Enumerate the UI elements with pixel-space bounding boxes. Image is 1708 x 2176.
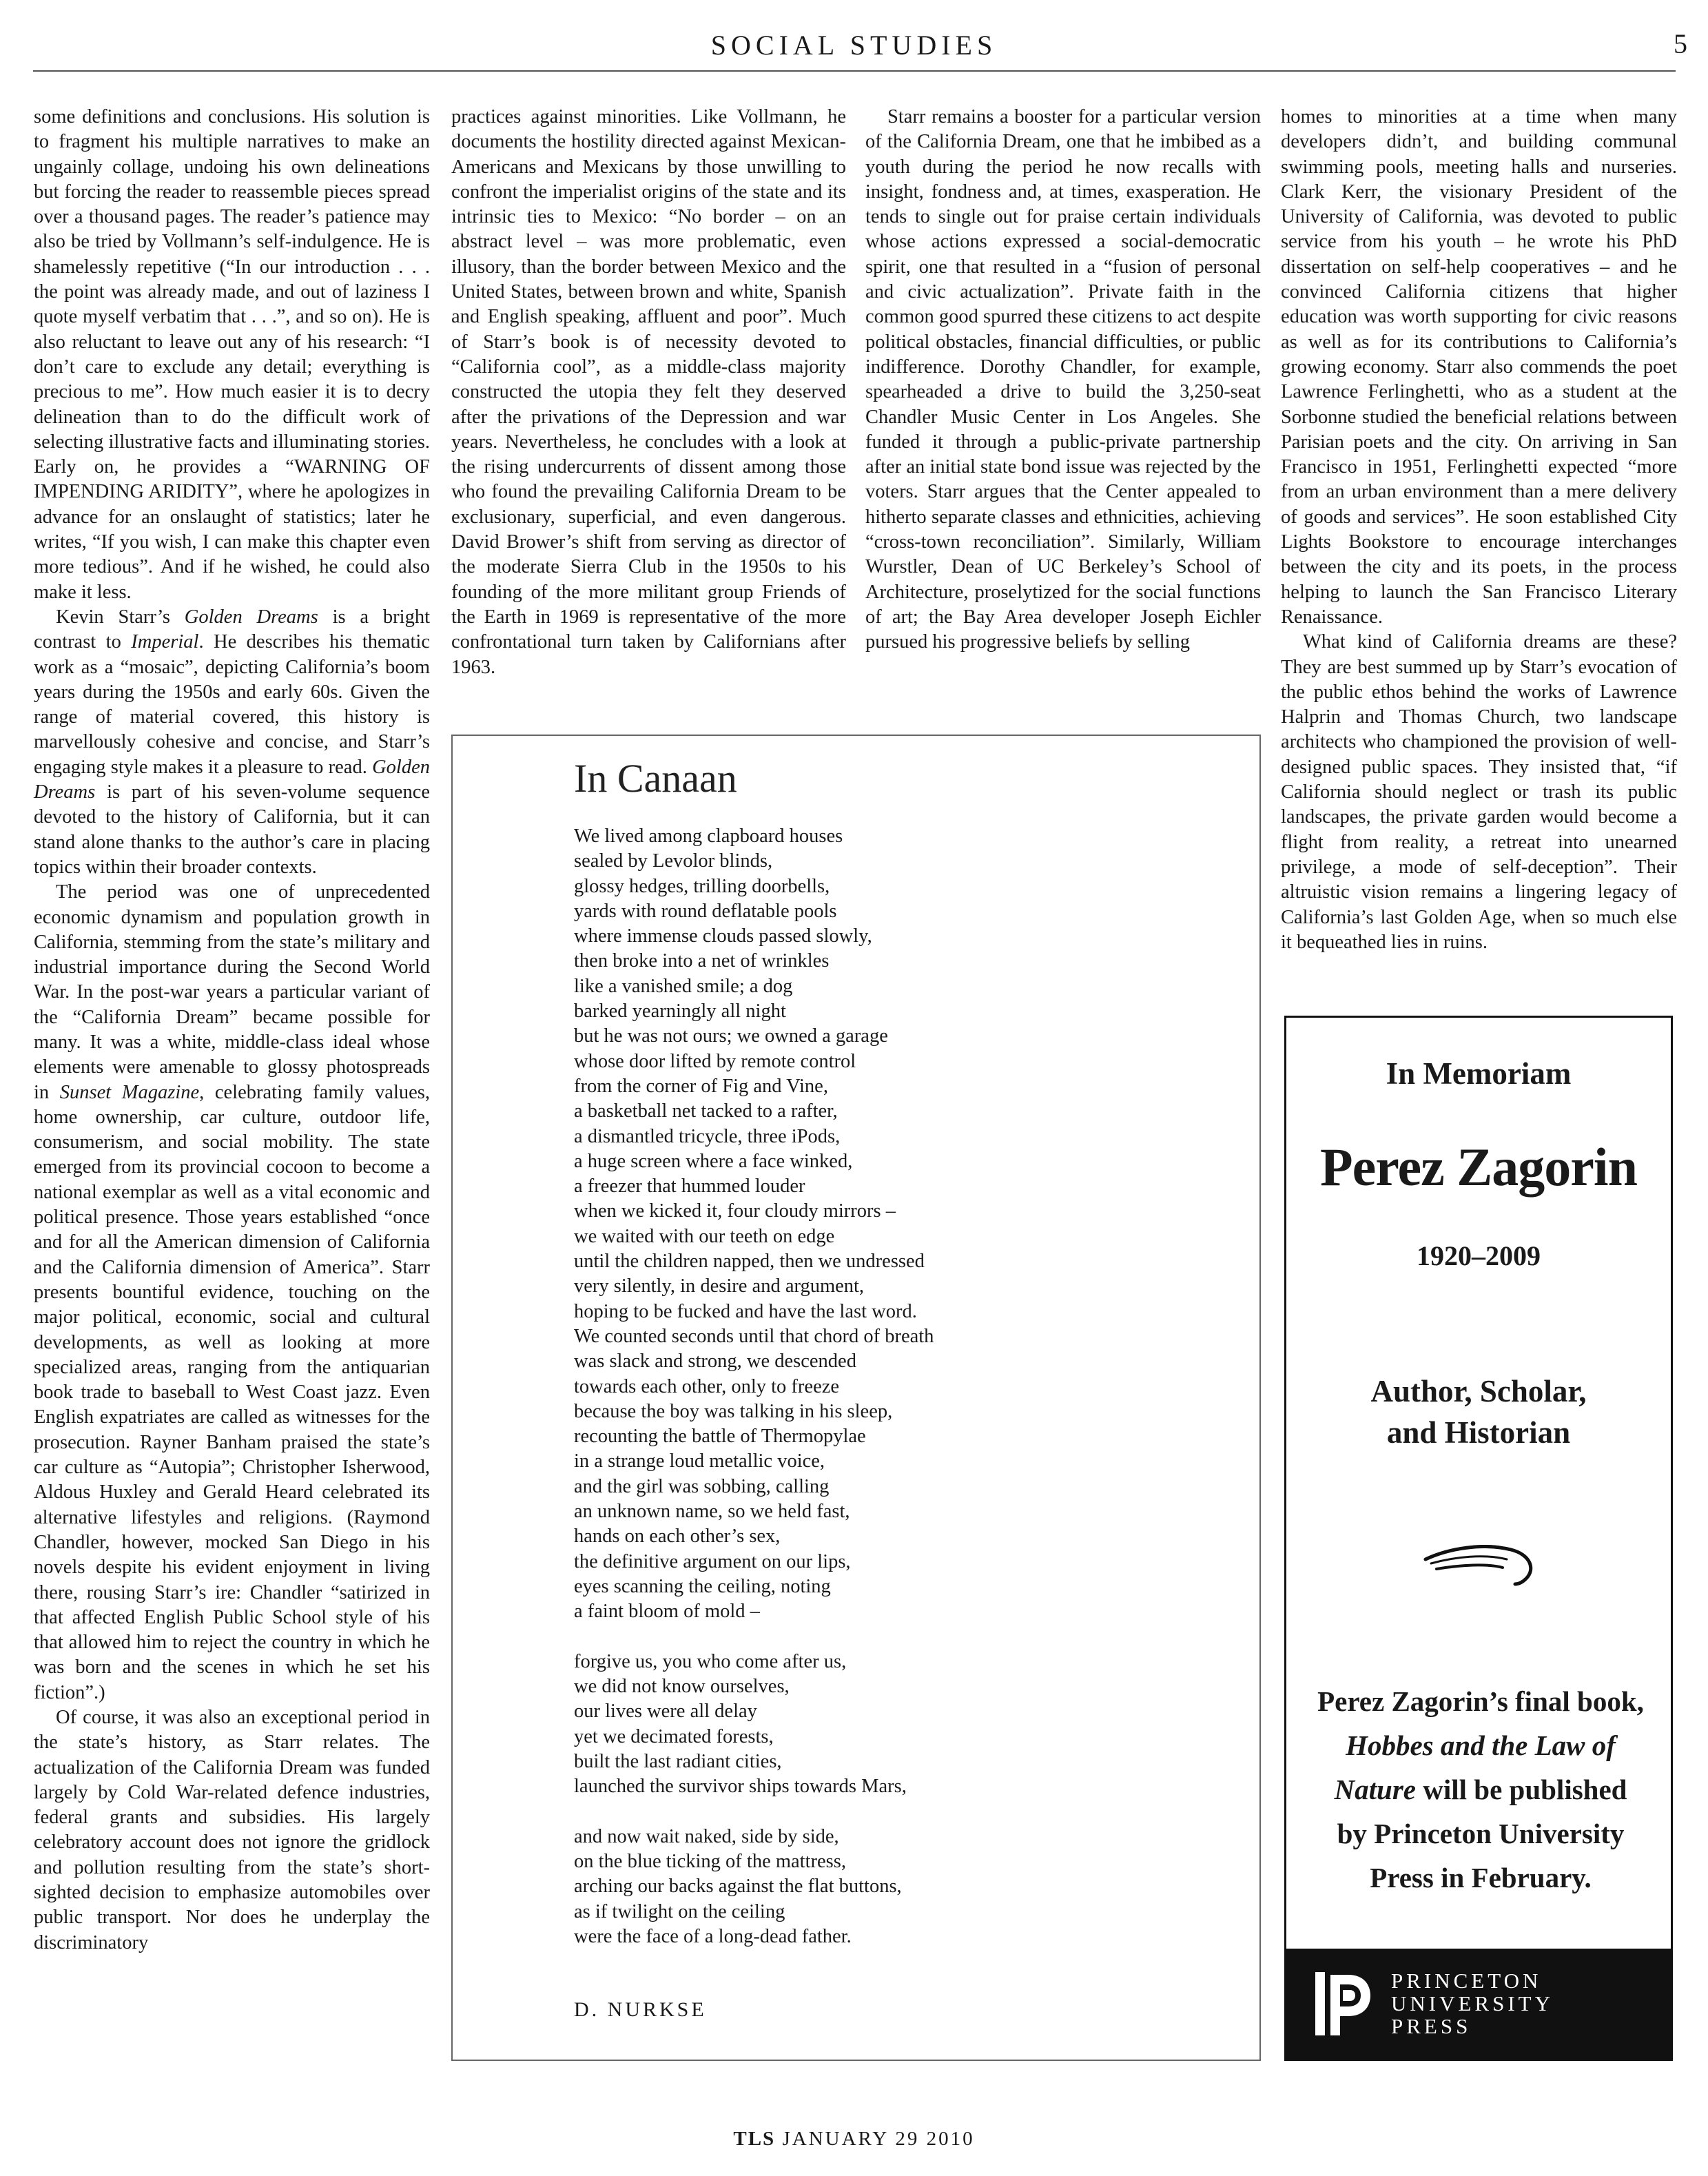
ad-note-line-5: Press in February. <box>1370 1862 1592 1893</box>
ad-name: Perez Zagorin <box>1320 1137 1637 1197</box>
poem-line: glossy hedges, trilling doorbells, <box>574 875 830 897</box>
memoriam-advertisement <box>1284 1016 1673 2061</box>
ad-role-line-1: Author, Scholar, <box>1370 1374 1587 1408</box>
poem-line: where immense clouds passed slowly, <box>574 925 872 947</box>
poem-line: built the last radiant cities, <box>574 1750 782 1772</box>
article-column-3 <box>865 105 1261 655</box>
press-banner <box>1286 1949 1671 2059</box>
ad-note <box>1300 1679 1661 1900</box>
poem-line: were the face of a long-dead father. <box>574 1926 852 1948</box>
article-column-4 <box>1281 105 1677 955</box>
ad-years: 1920–2009 <box>1417 1240 1541 1271</box>
poem-line: a huge screen where a face winked, <box>574 1150 853 1172</box>
poem-line: and now wait naked, side by side, <box>574 1825 839 1847</box>
article-paragraph: The period was one of unprecedented economic dynamism and population growth in California, stemming from the state’s military and industrial importance during the Second World War. In the post-war years a particular variant of the “California Dream” became possible for many. It was a white, middle-class ideal whose elements were amenable to glossy photospreads in Sunset Magazine, celebrating family values, home ownership, car culture, outdoor life, consumerism, and social mobility. The state emerged from its provincial cocoon to become a national exemplar as well as a vital economic and political presence. Those years established “once and for all the American dimension of California and the California dimension of America”. Starr presents bountiful evidence, touching on the major political, economic, social and cultural developments, as well as looking at more specialized areas, ranging from the antiquarian book trade to baseball to West Coast jazz. Even English expatriates are called as witnesses for the prosecution. Rayner Banham praised the state’s car culture as “Autopia”; Christopher Isherwood, Aldous Huxley and Gerald Heard celebrated its alternative lifestyles and religions. (Raymond Chandler, however, mocked San Diego in his novels despite his evident enjoyment in living there, rousing Starr’s ire: Chandler “satirized in that affected English Public School style of his that allowed him to reject the country in which he was born and the scenes in which he set his fiction”.) <box>34 881 430 1703</box>
poem-line: was slack and strong, we descended <box>574 1351 856 1373</box>
poem-line: hands on each other’s sex, <box>574 1526 781 1548</box>
poem-line: then broke into a net of wrinkles <box>574 950 830 972</box>
poem-line: towards each other, only to freeze <box>574 1375 840 1397</box>
poem-line: a dismantled tricycle, three iPods, <box>574 1125 841 1147</box>
ad-heading: In Memoriam <box>1386 1056 1572 1091</box>
poem-line: arching our backs against the flat buttons, <box>574 1876 902 1898</box>
poem-line: the definitive argument on our lips, <box>574 1550 851 1572</box>
poem-line: an unknown name, so we held fast, <box>574 1501 850 1523</box>
poem-line: whose door lifted by remote control <box>574 1050 856 1072</box>
poem-line: a freezer that hummed louder <box>574 1176 805 1198</box>
poem-line: barked yearningly all night <box>574 1000 786 1023</box>
poem-line: a basketball net tacked to a rafter, <box>574 1100 838 1122</box>
article-paragraph: Kevin Starr’s Golden Dreams is a bright contrast to Imperial. He describes his thematic work as a “mosaic”, depicting California’s boom years during the 1950s and early 60s. Given the range of material covered, this history is marvellously cohesive and concise, and Starr’s engaging style makes it a pleasure to read. Golden Dreams is part of his seven-volume sequence devoted to the history of California, but it can stand alone thanks to the author’s care in placing topics within their broader contexts. <box>34 606 430 878</box>
poem-line: until the children napped, then we undressed <box>574 1251 925 1273</box>
publication-name: TLS <box>733 2128 776 2150</box>
ad-role-line-2: and Historian <box>1386 1415 1571 1450</box>
page-footer <box>0 2128 1708 2151</box>
princeton-press-logo-icon <box>1315 1972 1375 2035</box>
ad-role <box>1286 1371 1671 1453</box>
page-number: 5 <box>1674 28 1687 59</box>
article-paragraph: What kind of California dreams are these? They are best summed up by Starr’s evocation of the public ethos behind the works of Lawrence Halprin and Thomas Church, two landscape architects who championed the provision of well-designed public spaces. They insisted that, “if California should neglect or trash its public landscapes, the private garden would become a flight from reality, a retreat into unearned privilege, a mode of self-deception”. Their altruistic vision remains a lingering legacy of California’s last Golden Age, when so much else it bequeathed lies in ruins. <box>1281 631 1677 953</box>
flourish-ornament-icon <box>1421 1536 1539 1591</box>
poem-line: like a vanished smile; a dog <box>574 975 793 997</box>
stanza-break <box>574 1800 934 1825</box>
poem-line: forgive us, you who come after us, <box>574 1650 847 1672</box>
poem-line: We counted seconds until that chord of breath <box>574 1325 934 1347</box>
poem-line: eyes scanning the ceiling, noting <box>574 1575 831 1597</box>
poem-line: yards with round deflatable pools <box>574 900 837 922</box>
header-rule <box>33 70 1676 72</box>
poem-line: but he was not ours; we owned a garage <box>574 1025 888 1047</box>
poem-body <box>574 824 934 1949</box>
poem-line: recounting the battle of Thermopylae <box>574 1426 866 1448</box>
article-paragraph: Of course, it was also an exceptional period in the state’s history, as Starr relates. The actualization of the California Dream was funded largely by Cold War-related defence industries, federal grants and subsidies. His largely celebratory account does not ignore the gridlock and pollution resulting from the state’s short-sighted decision to emphasize automobiles over public transport. Nor does he underplay the discriminatory <box>34 1707 430 1953</box>
stanza-break <box>574 1625 934 1650</box>
poem-title: In Canaan <box>574 756 737 801</box>
poem-line: very silently, in desire and argument, <box>574 1275 865 1297</box>
poem-line: because the boy was talking in his sleep, <box>574 1400 893 1422</box>
article-paragraph: some definitions and conclusions. His solution is to fragment his multiple narratives to make an ungainly collage, undoing his own delineations but forcing the reader to reassemble pieces spread over a thousand pages. The reader’s patience may also be tried by Vollmann’s self-indulgence. He is shamelessly repetitive (“In our introduction . . . the point was already made, and out of laziness I quote myself verbatim that . . .”, and so on). He is also reluctant to leave out any of his research: “I don’t care to exclude any detail; everything is precious to me”. How much easier it is to decry delineation than to do the difficult work of selecting illustrative facts and illuminating stories. Early on, he provides a “WARNING OF IMPENDING ARIDITY”, where he apologizes in advance for an onslaught of statistics; later he writes, “If you wish, I can make this chapter even more tedious”. And if he wished, he could also make it less. <box>34 106 430 603</box>
ad-note-line-4: by Princeton University <box>1337 1818 1625 1849</box>
poem-line: our lives were all delay <box>574 1701 757 1723</box>
poem-line: a faint bloom of mold – <box>574 1601 760 1623</box>
ad-note-line-1: Perez Zagorin’s final book, <box>1317 1685 1644 1717</box>
ad-note-line-3: Nature will be published <box>1334 1774 1627 1805</box>
section-title: SOCIAL STUDIES <box>710 30 998 61</box>
article-paragraph: homes to minorities at a time when many developers didn’t, and building communal swimming pools, meeting halls and nurseries. Clark Kerr, the visionary President of the University of California, was devoted to public service from his youth – he wrote his PhD dissertation on self-help cooperatives – and he convinced California citizens that higher education was worth supporting for civic reasons as well as for its contributions to California’s growing economy. Starr also commends the poet Lawrence Ferlinghetti, who as a student at the Sorbonne studied the beneficial relations between Parisian poets and the city. On arriving in San Francisco in 1951, Ferlinghetti expected “more from an urban environment than a mere delivery of goods and services”. He soon established City Lights Bookstore to encourage interchanges between the city and its poets, in the process helping to launch the San Francisco Literary Renaissance. <box>1281 106 1677 628</box>
ad-note-line-2: Hobbes and the Law of <box>1346 1729 1616 1761</box>
issue-date: JANUARY 29 2010 <box>782 2128 975 2150</box>
poem-line: we waited with our teeth on edge <box>574 1225 835 1247</box>
poem-author: D. NURKSE <box>574 1998 707 2021</box>
poem-line: when we kicked it, four cloudy mirrors – <box>574 1200 896 1222</box>
poem-box <box>451 735 1261 2061</box>
poem-line: as if twilight on the ceiling <box>574 1900 785 1922</box>
article-paragraph: practices against minorities. Like Vollmann, he documents the hostility directed against Mexican-Americans and Mexicans by those unwilling to confront the imperialist origins of the state and its intrinsic ties to Mexico: “No border – on an abstract level – was more problematic, even illusory, than the border between Mexico and the United States, between brown and white, Spanish and English speaking, affluent and poor”. Much of Starr’s book is of necessity devoted to “California cool”, as a middle-class majority constructed the utopia they felt they deserved after the privations of the Depression and war years. Nevertheless, he concludes with a look at the rising undercurrents of dissent among those who found the prevailing California Dream to be exclusionary, superficial, and even dangerous. David Brower’s shift from serving as director of the moderate Sierra Club in the 1950s to his founding of the more militant group Friends of the Earth in 1969 is representative of the more confrontational turn taken by Californians after 1963. <box>451 106 846 678</box>
article-paragraph: Starr remains a booster for a particular version of the California Dream, one that he imbibed as a youth during the period he now recalls with insight, fondness and, at times, exasperation. He tends to single out for praise certain individuals whose actions expressed a social-democratic spirit, one that resulted in a “fusion of personal and civic actualization”. Private faith in the common good spurred these citizens to act despite political obstacles, financial difficulties, or public indifference. Dorothy Chandler, for example, spearheaded a drive to build the 3,250-seat Chandler Music Center in Los Angeles. She funded it through a public-private partnership after an initial state bond issue was rejected by the voters. Starr argues that the Center appealed to hitherto separate classes and ethnicities, achieving “cross-town reconciliation”. Similarly, William Wurstler, Dean of UC Berkeley’s School of Architecture, proselytized for the social functions of art; the Bay Area developer Joseph Eichler pursued his progressive beliefs by selling <box>865 106 1261 653</box>
article-column-1 <box>34 105 430 1956</box>
poem-line: hoping to be fucked and have the last word. <box>574 1300 917 1322</box>
poem-line: on the blue ticking of the mattress, <box>574 1851 846 1873</box>
poem-line: in a strange loud metallic voice, <box>574 1450 825 1472</box>
press-name: PRINCETON UNIVERSITY PRESS <box>1391 1969 1554 2038</box>
poem-line: yet we decimated forests, <box>574 1725 774 1747</box>
poem-line: from the corner of Fig and Vine, <box>574 1075 828 1097</box>
article-column-2 <box>451 105 846 680</box>
poem-line: and the girl was sobbing, calling <box>574 1475 830 1497</box>
poem-line: we did not know ourselves, <box>574 1676 790 1698</box>
poem-line: sealed by Levolor blinds, <box>574 850 773 872</box>
poem-line: We lived among clapboard houses <box>574 825 843 847</box>
poem-line: launched the survivor ships towards Mars, <box>574 1776 907 1798</box>
